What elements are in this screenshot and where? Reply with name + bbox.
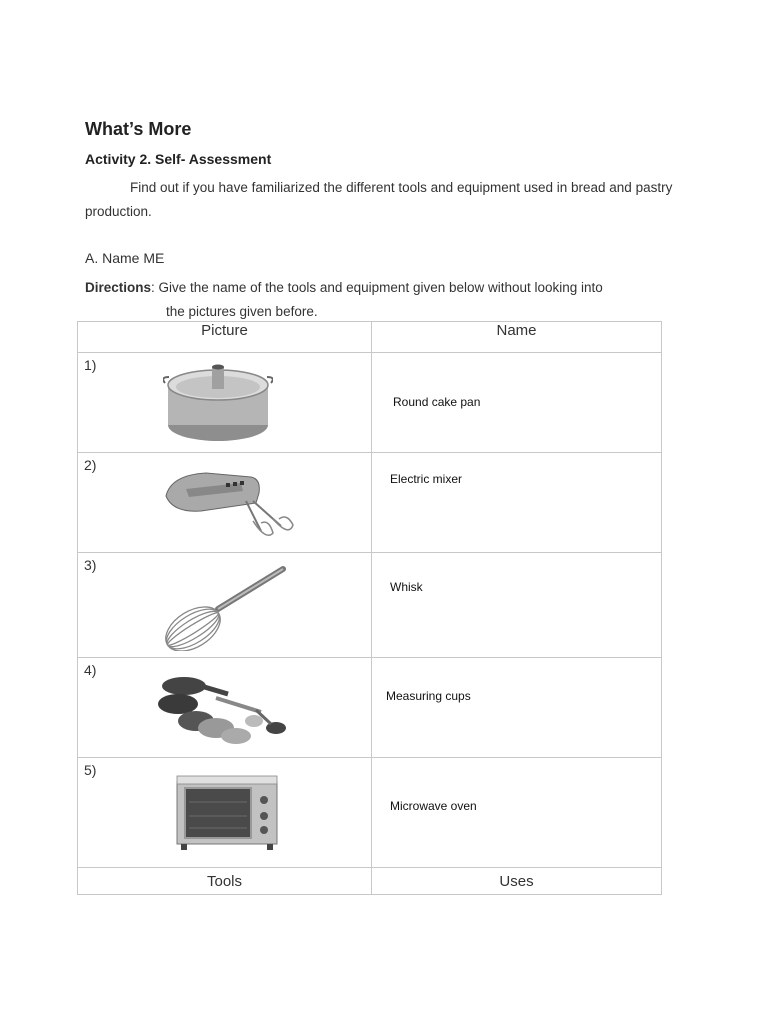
tool-name: Round cake pan xyxy=(393,395,481,409)
measuring-cups-icon xyxy=(156,666,296,751)
table-row: 5) Microwave oven xyxy=(78,758,662,868)
whisk-icon xyxy=(163,563,288,651)
round-cake-pan-icon xyxy=(163,363,273,445)
table-row: 4) Measuring cups xyxy=(78,658,662,758)
header-name: Name xyxy=(372,322,662,353)
section-title: A. Name ME xyxy=(85,250,165,266)
tools-table xyxy=(77,321,662,895)
table-footer-row xyxy=(78,868,662,895)
directions-label: Directions xyxy=(85,280,152,295)
footer-uses: Uses xyxy=(372,868,662,895)
table-row: 3) Whisk xyxy=(78,553,662,658)
tool-name: Measuring cups xyxy=(386,689,471,703)
directions: Directions: Give the name of the tools and equipment given below without looking into the pictures given before. xyxy=(85,280,603,319)
tool-name: Microwave oven xyxy=(390,799,477,813)
footer-tools: Tools xyxy=(78,868,372,895)
header-picture: Picture xyxy=(78,322,372,353)
table-row: 1) Round cake pan xyxy=(78,353,662,453)
activity-title: Activity 2. Self- Assessment xyxy=(85,151,272,167)
tool-name: Whisk xyxy=(390,580,423,594)
tool-name: Electric mixer xyxy=(390,472,463,486)
intro-paragraph: Find out if you have familiarized the different tools and equipment used in bread and pastry production. xyxy=(85,180,673,219)
table-row: 2) Electric mixer xyxy=(78,453,662,553)
page-title: What’s More xyxy=(85,119,192,139)
electric-mixer-icon xyxy=(161,461,296,546)
microwave-oven-icon xyxy=(175,774,283,852)
